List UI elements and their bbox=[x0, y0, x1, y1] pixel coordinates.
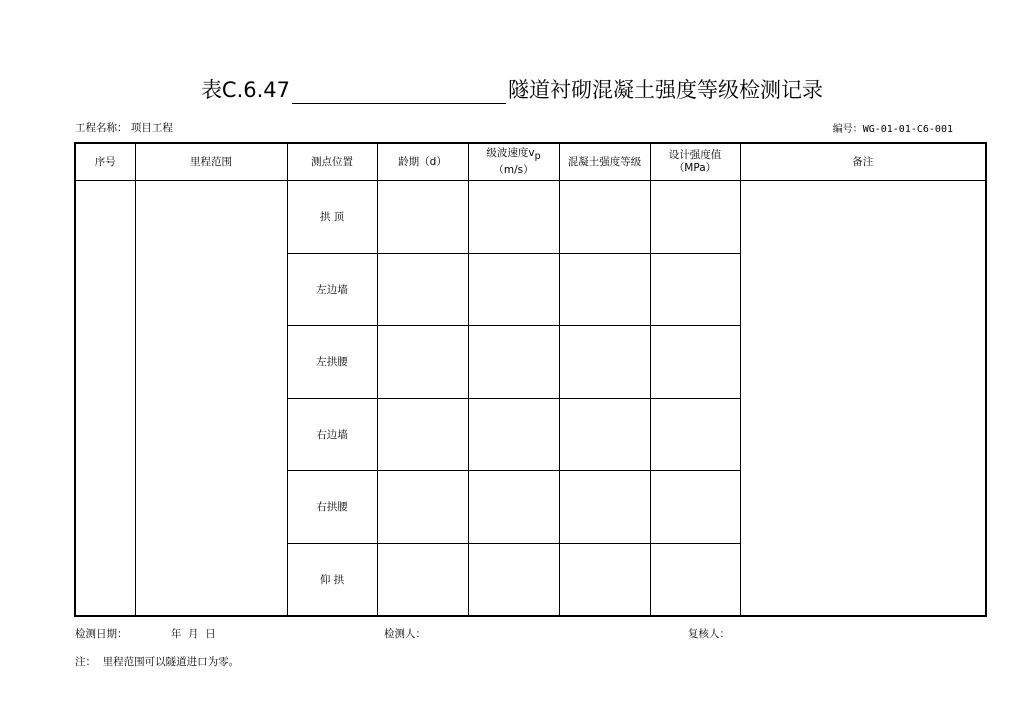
position-cell: 左拱腰 bbox=[287, 326, 377, 399]
form-title-suffix: 隧道衬砌混凝土强度等级检测记录 bbox=[508, 78, 824, 102]
project-name-label: 工程名称： bbox=[75, 122, 128, 134]
form-code-label: 编号： bbox=[832, 124, 863, 135]
design-strength-cell[interactable] bbox=[650, 471, 740, 544]
remark-cell[interactable] bbox=[740, 181, 986, 617]
header-design-strength-unit: （MPa） bbox=[673, 162, 717, 174]
header-wave-speed-unit: （m/s） bbox=[493, 163, 534, 176]
wave-speed-cell[interactable] bbox=[468, 181, 559, 254]
concrete-grade-cell[interactable] bbox=[559, 181, 650, 254]
form-code bbox=[833, 120, 953, 135]
design-strength-cell[interactable] bbox=[650, 398, 740, 471]
project-name-value: 项目工程 bbox=[130, 122, 173, 134]
form-title bbox=[0, 76, 1024, 104]
concrete-grade-cell[interactable] bbox=[559, 253, 650, 326]
header-wave-speed-label: 级波速度v bbox=[486, 147, 535, 160]
form-note: 注： 里程范围可以隧道进口为零。 bbox=[75, 656, 240, 668]
header-remark: 备注 bbox=[740, 143, 986, 181]
table-row bbox=[75, 181, 986, 254]
reviewer-label: 复核人： bbox=[688, 628, 730, 640]
inspector bbox=[384, 626, 426, 641]
design-strength-cell[interactable] bbox=[650, 253, 740, 326]
position-cell: 左边墙 bbox=[287, 253, 377, 326]
age-cell[interactable] bbox=[377, 398, 468, 471]
position-cell: 右边墙 bbox=[287, 398, 377, 471]
position-cell: 拱 顶 bbox=[287, 181, 377, 254]
wave-speed-cell[interactable] bbox=[468, 253, 559, 326]
concrete-grade-cell[interactable] bbox=[559, 398, 650, 471]
header-wave-speed-subscript: p bbox=[534, 151, 541, 163]
reviewer bbox=[688, 626, 730, 641]
seq-cell[interactable] bbox=[75, 181, 135, 617]
inspection-date bbox=[75, 626, 216, 641]
inspection-date-value[interactable]: 年 月 日 bbox=[170, 628, 216, 640]
header-seq: 序号 bbox=[75, 143, 135, 181]
design-strength-cell[interactable] bbox=[650, 543, 740, 616]
age-cell[interactable] bbox=[377, 181, 468, 254]
inspection-table bbox=[74, 142, 987, 617]
header-age: 龄期（d） bbox=[377, 143, 468, 181]
header-wave-speed bbox=[468, 143, 559, 181]
header-design-strength bbox=[650, 143, 740, 181]
header-position: 测点位置 bbox=[287, 143, 377, 181]
wave-speed-cell[interactable] bbox=[468, 543, 559, 616]
design-strength-cell[interactable] bbox=[650, 181, 740, 254]
concrete-grade-cell[interactable] bbox=[559, 471, 650, 544]
header-design-strength-label: 设计强度值 bbox=[668, 149, 722, 161]
table-header-row bbox=[75, 143, 986, 181]
wave-speed-cell[interactable] bbox=[468, 398, 559, 471]
project-name bbox=[75, 120, 173, 135]
position-cell: 右拱腰 bbox=[287, 471, 377, 544]
concrete-grade-cell[interactable] bbox=[559, 543, 650, 616]
age-cell[interactable] bbox=[377, 543, 468, 616]
form-title-prefix: 表C.6.47 bbox=[200, 78, 291, 102]
mileage-cell[interactable] bbox=[135, 181, 287, 617]
inspector-label: 检测人： bbox=[384, 628, 426, 640]
wave-speed-cell[interactable] bbox=[468, 471, 559, 544]
age-cell[interactable] bbox=[377, 471, 468, 544]
concrete-grade-cell[interactable] bbox=[559, 326, 650, 399]
inspection-date-label: 检测日期： bbox=[75, 628, 128, 640]
title-blank-line[interactable] bbox=[292, 83, 506, 104]
wave-speed-cell[interactable] bbox=[468, 326, 559, 399]
age-cell[interactable] bbox=[377, 326, 468, 399]
position-cell: 仰 拱 bbox=[287, 543, 377, 616]
header-mileage: 里程范围 bbox=[135, 143, 287, 181]
header-concrete-grade: 混凝土强度等级 bbox=[559, 143, 650, 181]
form-code-value: WG-01-01-C6-001 bbox=[862, 124, 953, 135]
age-cell[interactable] bbox=[377, 253, 468, 326]
design-strength-cell[interactable] bbox=[650, 326, 740, 399]
